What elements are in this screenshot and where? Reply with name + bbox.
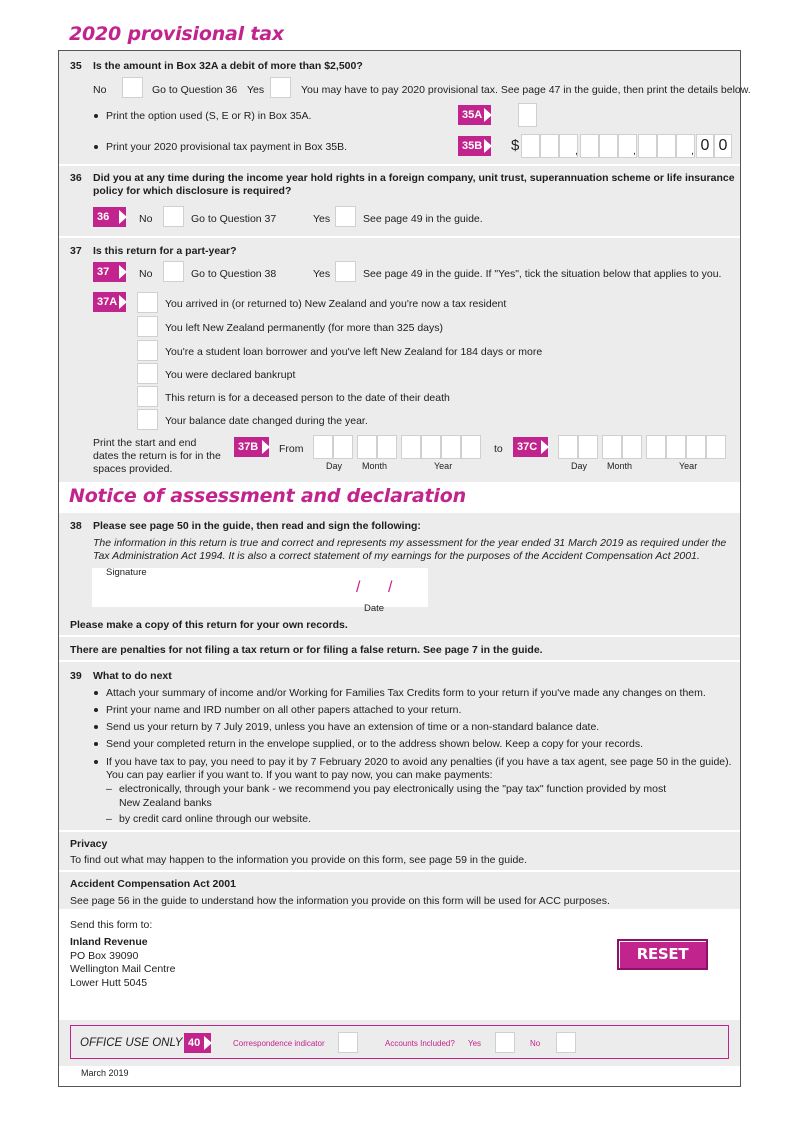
q37a-option-label: You're a student loan borrower and you've left New Zealand for 184 days or more <box>165 346 543 358</box>
dash-marker: – <box>106 783 112 795</box>
q37-dates-line3: spaces provided. <box>93 463 173 475</box>
q36-question-line2: policy for which disclosure is required? <box>93 185 292 197</box>
decimal-separator: , <box>691 145 694 157</box>
box-35b-digit[interactable] <box>599 134 618 158</box>
copy-note: Please make a copy of this return for your own records. <box>70 619 348 631</box>
box-35b-digit[interactable] <box>521 134 540 158</box>
q37a-option-label: You arrived in (or returned to) New Zealand and you're now a tax resident <box>165 298 507 310</box>
q37a-option-label: Your balance date changed during the year. <box>165 415 368 427</box>
q36-goto: Go to Question 37 <box>191 213 277 225</box>
from-day-digit[interactable] <box>333 435 353 459</box>
from-month-digit[interactable] <box>357 435 377 459</box>
section-title-notice: Notice of assessment and declaration <box>69 485 466 507</box>
date-slash: / <box>356 579 361 596</box>
comma-separator: , <box>633 145 636 157</box>
accounts-yes-checkbox[interactable] <box>495 1032 515 1053</box>
q37-yes-text: See page 49 in the guide. If "Yes", tick the situation below that applies to you. <box>363 268 722 280</box>
q36-yes-checkbox[interactable] <box>335 206 356 227</box>
send-label: Send this form to: <box>70 919 153 931</box>
q37a-option-label: This return is for a deceased person to the date of their death <box>165 392 450 404</box>
office-use-label: OFFICE USE ONLY <box>80 1037 183 1049</box>
q39-bullet: Send us your return by 7 July 2019, unless you have an extension of time or a non-standard balance date. <box>106 721 600 733</box>
from-year-digit[interactable] <box>401 435 421 459</box>
date-slash: / <box>388 579 393 596</box>
q36-no-checkbox[interactable] <box>163 206 184 227</box>
q35-yes-text: You may have to pay 2020 provisional tax. See page 47 in the guide, then print the details below. <box>301 84 751 96</box>
q37-no-checkbox[interactable] <box>163 261 184 282</box>
from-year-digit[interactable] <box>441 435 461 459</box>
cents-digit: 0 <box>696 134 714 158</box>
tag-37c: 37C <box>513 437 548 457</box>
bullet-icon <box>94 760 98 764</box>
q38-heading: Please see page 50 in the guide, then read and sign the following: <box>93 520 421 532</box>
reset-form-button[interactable]: RESET FORM <box>617 939 708 970</box>
tag-37b: 37B <box>234 437 269 457</box>
q37-yes-label: Yes <box>313 268 331 280</box>
bullet-icon <box>94 708 98 712</box>
box-35b-digit[interactable] <box>580 134 599 158</box>
q38-declaration-line1: The information in this return is true and correct and represents my assessment for the year ended 31 March 2019 as required under the <box>93 537 727 549</box>
q35-bullet1: Print the option used (S, E or R) in Box 35A. <box>106 110 312 122</box>
q35-yes-label: Yes <box>247 84 265 96</box>
bullet-icon <box>94 145 98 149</box>
q35-yes-checkbox[interactable] <box>270 77 291 98</box>
q37a-option-checkbox[interactable] <box>137 363 158 384</box>
to-year-digit[interactable] <box>646 435 666 459</box>
bullet-icon <box>94 114 98 118</box>
tag-37: 37 <box>93 262 126 282</box>
day-label: Day <box>326 461 343 471</box>
date-label: Date <box>364 603 385 614</box>
send-address-line: Wellington Mail Centre <box>70 963 176 975</box>
to-month-digit[interactable] <box>622 435 642 459</box>
q37a-option-label: You were declared bankrupt <box>165 369 296 381</box>
acc-heading: Accident Compensation Act 2001 <box>70 878 236 890</box>
q37a-option-checkbox[interactable] <box>137 340 158 361</box>
q35-bullet2: Print your 2020 provisional tax payment in Box 35B. <box>106 141 348 153</box>
q37a-option-label: You left New Zealand permanently (for more than 325 days) <box>165 322 444 334</box>
bullet-icon <box>94 725 98 729</box>
q37-yes-checkbox[interactable] <box>335 261 356 282</box>
q36-no-label: No <box>139 213 153 225</box>
privacy-text: To find out what may happen to the information you provide on this form, see page 59 in the guide. <box>70 854 528 866</box>
box-35b-digit[interactable] <box>657 134 676 158</box>
q37-dates-line1: Print the start and end <box>93 437 197 449</box>
box-35b-digit[interactable] <box>540 134 559 158</box>
q39-bullet: Attach your summary of income and/or Working for Families Tax Credits form to your return if you've made any changes on them. <box>106 687 706 699</box>
q37a-option-checkbox[interactable] <box>137 409 158 430</box>
q37a-option-checkbox[interactable] <box>137 386 158 407</box>
signature-label: Signature <box>106 567 147 578</box>
correspondence-checkbox[interactable] <box>338 1032 358 1053</box>
month-label: Month <box>362 461 388 471</box>
comma-separator: , <box>575 145 578 157</box>
tag-36: 36 <box>93 207 126 227</box>
dash-marker: – <box>106 813 112 825</box>
q37-question: Is this return for a part-year? <box>93 245 237 257</box>
q35-no-checkbox[interactable] <box>122 77 143 98</box>
tag-40: 40 <box>184 1033 211 1053</box>
privacy-heading: Privacy <box>70 838 108 850</box>
month-label: Month <box>607 461 633 471</box>
cents-digit: 0 <box>714 134 732 158</box>
accounts-no-checkbox[interactable] <box>556 1032 576 1053</box>
q39-bullet: If you have tax to pay, you need to pay it by 7 February 2020 to avoid any penalties (if you have a tax agent, see page 50 in the guide). <box>106 756 732 768</box>
q39-subitem: electronically, through your bank - we recommend you pay electronically using the "pay tax" function provided by most <box>119 783 667 795</box>
q39-bullet: Send your completed return in the envelope supplied, or to the address shown below. Keep a copy for your records. <box>106 738 643 750</box>
q36-yes-label: Yes <box>313 213 331 225</box>
from-label: From <box>279 443 304 455</box>
year-label: Year <box>679 461 698 471</box>
q36-yes-text: See page 49 in the guide. <box>363 213 483 225</box>
send-address-line: PO Box 39090 <box>70 950 139 962</box>
q35-no-label: No <box>93 84 107 96</box>
q35-question: Is the amount in Box 32A a debit of more than $2,500? <box>93 60 363 72</box>
year-label: Year <box>434 461 453 471</box>
q37-goto: Go to Question 38 <box>191 268 277 280</box>
q39-heading: What to do next <box>93 670 172 682</box>
section-title-provisional-tax: 2020 provisional tax <box>69 23 284 45</box>
q39-subitem-cont: New Zealand banks <box>119 797 212 809</box>
bullet-icon <box>94 691 98 695</box>
day-label: Day <box>571 461 588 471</box>
q39-number: 39 <box>70 670 82 682</box>
tag-37a: 37A <box>93 292 126 312</box>
q37-number: 37 <box>70 245 82 257</box>
accounts-label: Accounts Included? <box>385 1039 455 1048</box>
penalties-note: There are penalties for not filing a tax return or for filing a false return. See page 7 in the guide. <box>70 644 543 656</box>
from-year-digit[interactable] <box>461 435 481 459</box>
to-year-digit[interactable] <box>686 435 706 459</box>
tag-35a: 35A <box>458 105 491 125</box>
send-name: Inland Revenue <box>70 936 148 948</box>
accounts-yes-label: Yes <box>468 1039 482 1048</box>
to-day-digit[interactable] <box>558 435 578 459</box>
q37-dates-line2: dates the return is for in the <box>93 450 221 462</box>
q35-goto: Go to Question 36 <box>152 84 238 96</box>
to-year-digit[interactable] <box>666 435 686 459</box>
to-label: to <box>494 443 503 455</box>
box-35b-digit[interactable] <box>638 134 657 158</box>
correspondence-label: Correspondence indicator <box>233 1039 325 1048</box>
acc-text: See page 56 in the guide to understand how the information you provide on this form will be used for ACC purposes. <box>70 895 610 907</box>
q35-number: 35 <box>70 60 82 72</box>
from-year-digit[interactable] <box>421 435 441 459</box>
q39-subitem: by credit card online through our website. <box>119 813 312 825</box>
q36-number: 36 <box>70 172 82 184</box>
send-address-line: Lower Hutt 5045 <box>70 977 148 989</box>
box-35a-input[interactable] <box>518 103 537 127</box>
from-month-digit[interactable] <box>377 435 397 459</box>
q38-declaration-line2: Tax Administration Act 1994. It is also a correct statement of my earnings for the purposes of the Accident Compensation Act 2001. <box>93 550 700 562</box>
to-year-digit[interactable] <box>706 435 726 459</box>
bullet-icon <box>94 742 98 746</box>
tag-35b: 35B <box>458 136 491 156</box>
q37a-option-checkbox[interactable] <box>137 292 158 313</box>
accounts-no-label: No <box>530 1039 541 1048</box>
footer-date: March 2019 <box>81 1068 129 1078</box>
to-day-digit[interactable] <box>578 435 598 459</box>
dollar-sign: $ <box>511 137 520 154</box>
to-month-digit[interactable] <box>602 435 622 459</box>
from-day-digit[interactable] <box>313 435 333 459</box>
q39-bullet: Print your name and IRD number on all other papers attached to your return. <box>106 704 462 716</box>
q37a-option-checkbox[interactable] <box>137 316 158 337</box>
q39-bullet-cont: You can pay earlier if you want to. If you want to pay now, you can make payments: <box>106 769 493 781</box>
q38-number: 38 <box>70 520 82 532</box>
q36-question-line1: Did you at any time during the income year hold rights in a foreign company, unit trust, superannuation scheme or life insurance <box>93 172 735 184</box>
q37-no-label: No <box>139 268 153 280</box>
